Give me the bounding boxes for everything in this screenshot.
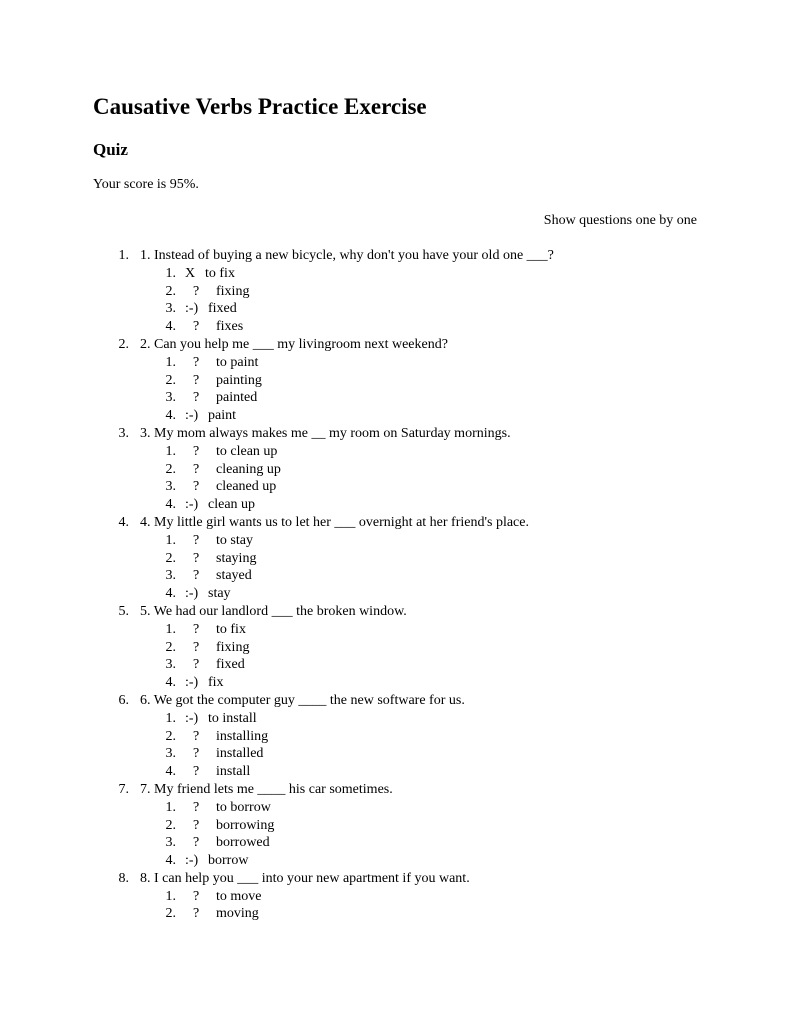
answer-text: stay (208, 586, 231, 602)
answer-option[interactable] (0, 443, 791, 461)
answer-option[interactable] (0, 300, 791, 318)
answer-option[interactable] (0, 710, 791, 728)
answer-number: 4. (165, 408, 176, 424)
answer-text: to install (208, 710, 257, 726)
answer-option[interactable] (0, 585, 791, 603)
question-text: 8. I can help you ___ into your new apartment if you want. (140, 870, 470, 886)
answer-text: cleaning up (216, 461, 281, 477)
answer-option[interactable] (0, 817, 791, 835)
answer-number: 1. (165, 443, 176, 459)
unanswered-mark: ? (193, 550, 200, 566)
answer-number: 2. (165, 283, 176, 299)
answer-number: 3. (165, 568, 176, 584)
question-item (0, 781, 791, 799)
answer-number: 1. (165, 799, 176, 815)
unanswered-mark: ? (193, 906, 200, 922)
answer-number: 4. (165, 497, 176, 513)
answer-option[interactable] (0, 283, 791, 301)
answer-number: 2. (165, 728, 176, 744)
question-item (0, 692, 791, 710)
correct-mark: :-) (185, 497, 199, 513)
question-number: 4. (118, 514, 129, 530)
answer-number: 3. (165, 657, 176, 673)
answer-option[interactable] (0, 318, 791, 336)
question-item (0, 603, 791, 621)
unanswered-mark: ? (193, 817, 200, 833)
answer-number: 2. (165, 461, 176, 477)
answer-option[interactable] (0, 639, 791, 657)
answer-option[interactable] (0, 888, 791, 906)
answer-option[interactable] (0, 496, 791, 514)
answer-option[interactable] (0, 852, 791, 870)
question-item (0, 514, 791, 532)
unanswered-mark: ? (193, 568, 200, 584)
answer-option[interactable] (0, 354, 791, 372)
answer-number: 2. (165, 817, 176, 833)
answer-text: fixing (216, 639, 250, 655)
unanswered-mark: ? (193, 461, 200, 477)
answer-text: fixed (216, 657, 245, 673)
answer-number: 2. (165, 906, 176, 922)
answer-text: to move (216, 888, 262, 904)
answer-number: 1. (165, 888, 176, 904)
answer-number: 2. (165, 550, 176, 566)
answer-option[interactable] (0, 674, 791, 692)
answer-text: to paint (216, 354, 259, 370)
answer-number: 1. (165, 710, 176, 726)
answer-number: 4. (165, 764, 176, 780)
answer-text: to stay (216, 532, 253, 548)
answer-text: fixing (216, 283, 250, 299)
answer-option[interactable] (0, 834, 791, 852)
answer-number: 4. (165, 853, 176, 869)
unanswered-mark: ? (193, 319, 200, 335)
answer-text: to borrow (216, 799, 271, 815)
answer-option[interactable] (0, 389, 791, 407)
unanswered-mark: ? (193, 283, 200, 299)
unanswered-mark: ? (193, 888, 200, 904)
unanswered-mark: ? (193, 479, 200, 495)
answer-option[interactable] (0, 532, 791, 550)
answer-number: 4. (165, 319, 176, 335)
answer-option[interactable] (0, 728, 791, 746)
unanswered-mark: ? (193, 764, 200, 780)
answer-text: stayed (216, 568, 252, 584)
answer-text: fix (208, 675, 224, 691)
answer-option[interactable] (0, 407, 791, 425)
correct-mark: :-) (185, 301, 199, 317)
answer-text: fixes (216, 319, 244, 335)
answer-option[interactable] (0, 905, 791, 923)
question-number: 5. (118, 603, 129, 619)
question-number: 2. (118, 336, 129, 352)
answer-text: moving (216, 906, 259, 922)
answer-number: 2. (165, 372, 176, 388)
answer-number: 4. (165, 675, 176, 691)
answer-option[interactable] (0, 265, 791, 283)
answer-text: painted (216, 390, 258, 406)
answer-number: 1. (165, 532, 176, 548)
answer-option[interactable] (0, 621, 791, 639)
answer-number: 3. (165, 479, 176, 495)
question-item (0, 336, 791, 354)
answer-text: to clean up (216, 443, 278, 459)
answer-option[interactable] (0, 461, 791, 479)
unanswered-mark: ? (193, 728, 200, 744)
question-item (0, 870, 791, 888)
answer-number: 1. (165, 621, 176, 637)
answer-text: cleaned up (216, 479, 277, 495)
unanswered-mark: ? (193, 532, 200, 548)
answer-option[interactable] (0, 372, 791, 390)
unanswered-mark: ? (193, 354, 200, 370)
answer-number: 3. (165, 390, 176, 406)
correct-mark: :-) (185, 710, 199, 726)
question-text: 5. We had our landlord ___ the broken window. (140, 603, 407, 619)
answer-text: borrow (208, 853, 249, 869)
answer-option[interactable] (0, 567, 791, 585)
question-item (0, 425, 791, 443)
answer-number: 3. (165, 835, 176, 851)
question-text: 4. My little girl wants us to let her ___ overnight at her friend's place. (140, 514, 529, 530)
answer-text: borrowing (216, 817, 275, 833)
question-text: 6. We got the computer guy ____ the new software for us. (140, 692, 465, 708)
question-number: 8. (118, 870, 129, 886)
question-text: 2. Can you help me ___ my livingroom next weekend? (140, 336, 448, 352)
correct-mark: :-) (185, 408, 199, 424)
answer-text: to fix (216, 621, 246, 637)
question-text: 7. My friend lets me ____ his car sometimes. (140, 781, 393, 797)
answer-text: installed (216, 746, 264, 762)
answer-text: paint (208, 408, 236, 424)
unanswered-mark: ? (193, 372, 200, 388)
question-list (0, 247, 791, 923)
answer-text: borrowed (216, 835, 270, 851)
unanswered-mark: ? (193, 835, 200, 851)
answer-option[interactable] (0, 478, 791, 496)
question-number: 1. (118, 248, 129, 263)
answer-number: 4. (165, 586, 176, 602)
score-text: Your score is 95%. (93, 177, 199, 192)
page-title: Causative Verbs Practice Exercise (93, 94, 427, 119)
answer-text: to fix (205, 265, 235, 281)
correct-mark: :-) (185, 586, 199, 602)
unanswered-mark: ? (193, 657, 200, 673)
answer-number: 3. (165, 301, 176, 317)
unanswered-mark: ? (193, 390, 200, 406)
question-number: 3. (118, 425, 129, 441)
answer-number: 3. (165, 746, 176, 762)
answer-number: 1. (165, 354, 176, 370)
unanswered-mark: ? (193, 746, 200, 762)
answer-number: 1. (165, 265, 176, 281)
question-item (0, 247, 791, 265)
correct-mark: :-) (185, 675, 199, 691)
answer-text: staying (216, 550, 257, 566)
question-text: 1. Instead of buying a new bicycle, why don't you have your old one ___? (140, 248, 554, 263)
unanswered-mark: ? (193, 639, 200, 655)
answer-text: fixed (208, 301, 237, 317)
answer-text: installing (216, 728, 269, 744)
answer-option[interactable] (0, 799, 791, 817)
correct-mark: :-) (185, 853, 199, 869)
question-text: 3. My mom always makes me __ my room on Saturday mornings. (140, 425, 511, 441)
incorrect-mark: X (185, 265, 196, 281)
unanswered-mark: ? (193, 799, 200, 815)
answer-text: clean up (208, 497, 256, 513)
question-number: 6. (118, 692, 129, 708)
unanswered-mark: ? (193, 443, 200, 459)
answer-text: install (216, 764, 251, 780)
quiz-heading: Quiz (93, 140, 128, 159)
answer-option[interactable] (0, 550, 791, 568)
answer-number: 2. (165, 639, 176, 655)
answer-option[interactable] (0, 763, 791, 781)
unanswered-mark: ? (193, 621, 200, 637)
answer-text: painting (216, 372, 262, 388)
question-number: 7. (118, 781, 129, 797)
answer-option[interactable] (0, 745, 791, 763)
show-questions-link[interactable]: Show questions one by one (543, 213, 697, 228)
answer-option[interactable] (0, 656, 791, 674)
